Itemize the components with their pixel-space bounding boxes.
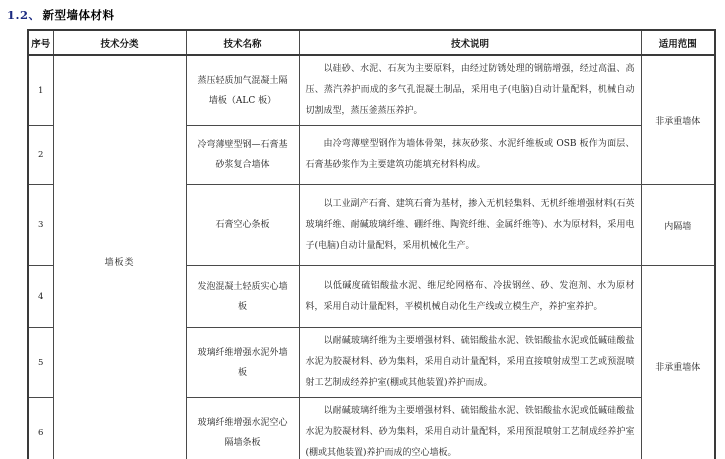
- scope-cell: 非承重墙体: [641, 55, 715, 185]
- header-tech-category: 技术分类: [53, 30, 186, 55]
- header-scope: 适用范围: [641, 30, 715, 55]
- row-number: 4: [28, 266, 53, 328]
- row-number: 1: [28, 55, 53, 126]
- tech-name-cell: 蒸压轻质加气混凝土隔墙板（ALC 板）: [186, 55, 299, 126]
- row-number: 2: [28, 126, 53, 185]
- tech-name-cell: 玻璃纤维增强水泥外墙板: [186, 328, 299, 398]
- row-number: 5: [28, 328, 53, 398]
- category-cell: 墙板类: [53, 55, 186, 459]
- tech-desc-text: 以工业副产石膏、建筑石膏为基材，掺入无机轻集料、无机纤维增强材料(石英玻璃纤维、耐碱玻璃纤维、硼纤维、陶瓷纤维、金属纤维等)、水为原材料，采用电子(电脑)自动计量配料，采用机械化生产。: [305, 198, 635, 251]
- tech-desc-text: 以耐碱玻璃纤维为主要增强材料、硫铝酸盐水泥、铁铝酸盐水泥或低碱硅酸盐水泥为胶凝材料、砂为集料，采用自动计量配料，采用直接喷射成型工艺或预混喷射工艺制成经养护室(棚或其他装置)养护而成。: [305, 336, 635, 388]
- table-row: [28, 55, 715, 126]
- tech-desc-text: 由冷弯薄壁型钢作为墙体骨架，抹灰砂浆、水泥纤维板或 OSB 板作为面层、石膏基砂浆作为主要建筑功能填充材料构成。: [305, 139, 635, 170]
- tech-desc-cell: [299, 398, 641, 459]
- section-title: [7, 7, 115, 23]
- scope-cell: 非承重墙体: [641, 266, 715, 459]
- tech-desc-cell: [299, 266, 641, 328]
- tech-desc-text: 以耐碱玻璃纤维为主要增强材料、硫铝酸盐水泥、铁铝酸盐水泥或低碱硅酸盐水泥为胶凝材料、砂为集料，采用自动计量配料，采用预混喷射工艺制成经养护室(棚或其他装置)养护而成的空心墙板。: [305, 406, 635, 458]
- tech-desc-cell: [299, 55, 641, 126]
- tech-name-cell: 石膏空心条板: [186, 185, 299, 266]
- header-seq-no: 序号: [28, 30, 53, 55]
- tech-name-cell: 玻璃纤维增强水泥空心隔墙条板: [186, 398, 299, 459]
- tech-desc-cell: [299, 126, 641, 185]
- tech-desc-cell: [299, 185, 641, 266]
- tech-desc-text: 以低碱度硫铝酸盐水泥、维尼纶网格布、冷拔钢丝、砂、发泡剂、水为原材料，采用自动计量配料，平模机械自动化生产线或立模生产，养护室养护。: [305, 280, 635, 312]
- row-number: 3: [28, 185, 53, 266]
- table-header-row: [28, 30, 715, 55]
- tech-desc-cell: [299, 328, 641, 398]
- wall-materials-table: [27, 29, 716, 459]
- tech-name-cell: 发泡混凝土轻质实心墙板: [186, 266, 299, 328]
- header-tech-name: 技术名称: [186, 30, 299, 55]
- row-number: 6: [28, 398, 53, 459]
- tech-name-cell: 冷弯薄壁型钢—石膏基砂浆复合墙体: [186, 126, 299, 185]
- scope-cell: 内隔墙: [641, 185, 715, 266]
- header-tech-description: 技术说明: [299, 30, 641, 55]
- tech-desc-text: 以硅砂、水泥、石灰为主要原料，由经过防锈处理的钢筋增强，经过高温、高压、蒸汽养护而成的多气孔混凝土制品，采用电子(电脑)自动计量配料，机械自动切割成型，蒸压釜蒸压养护。: [305, 64, 635, 116]
- section-number: 1.2、: [7, 8, 41, 22]
- section-title-text: 新型墙体材料: [42, 8, 115, 22]
